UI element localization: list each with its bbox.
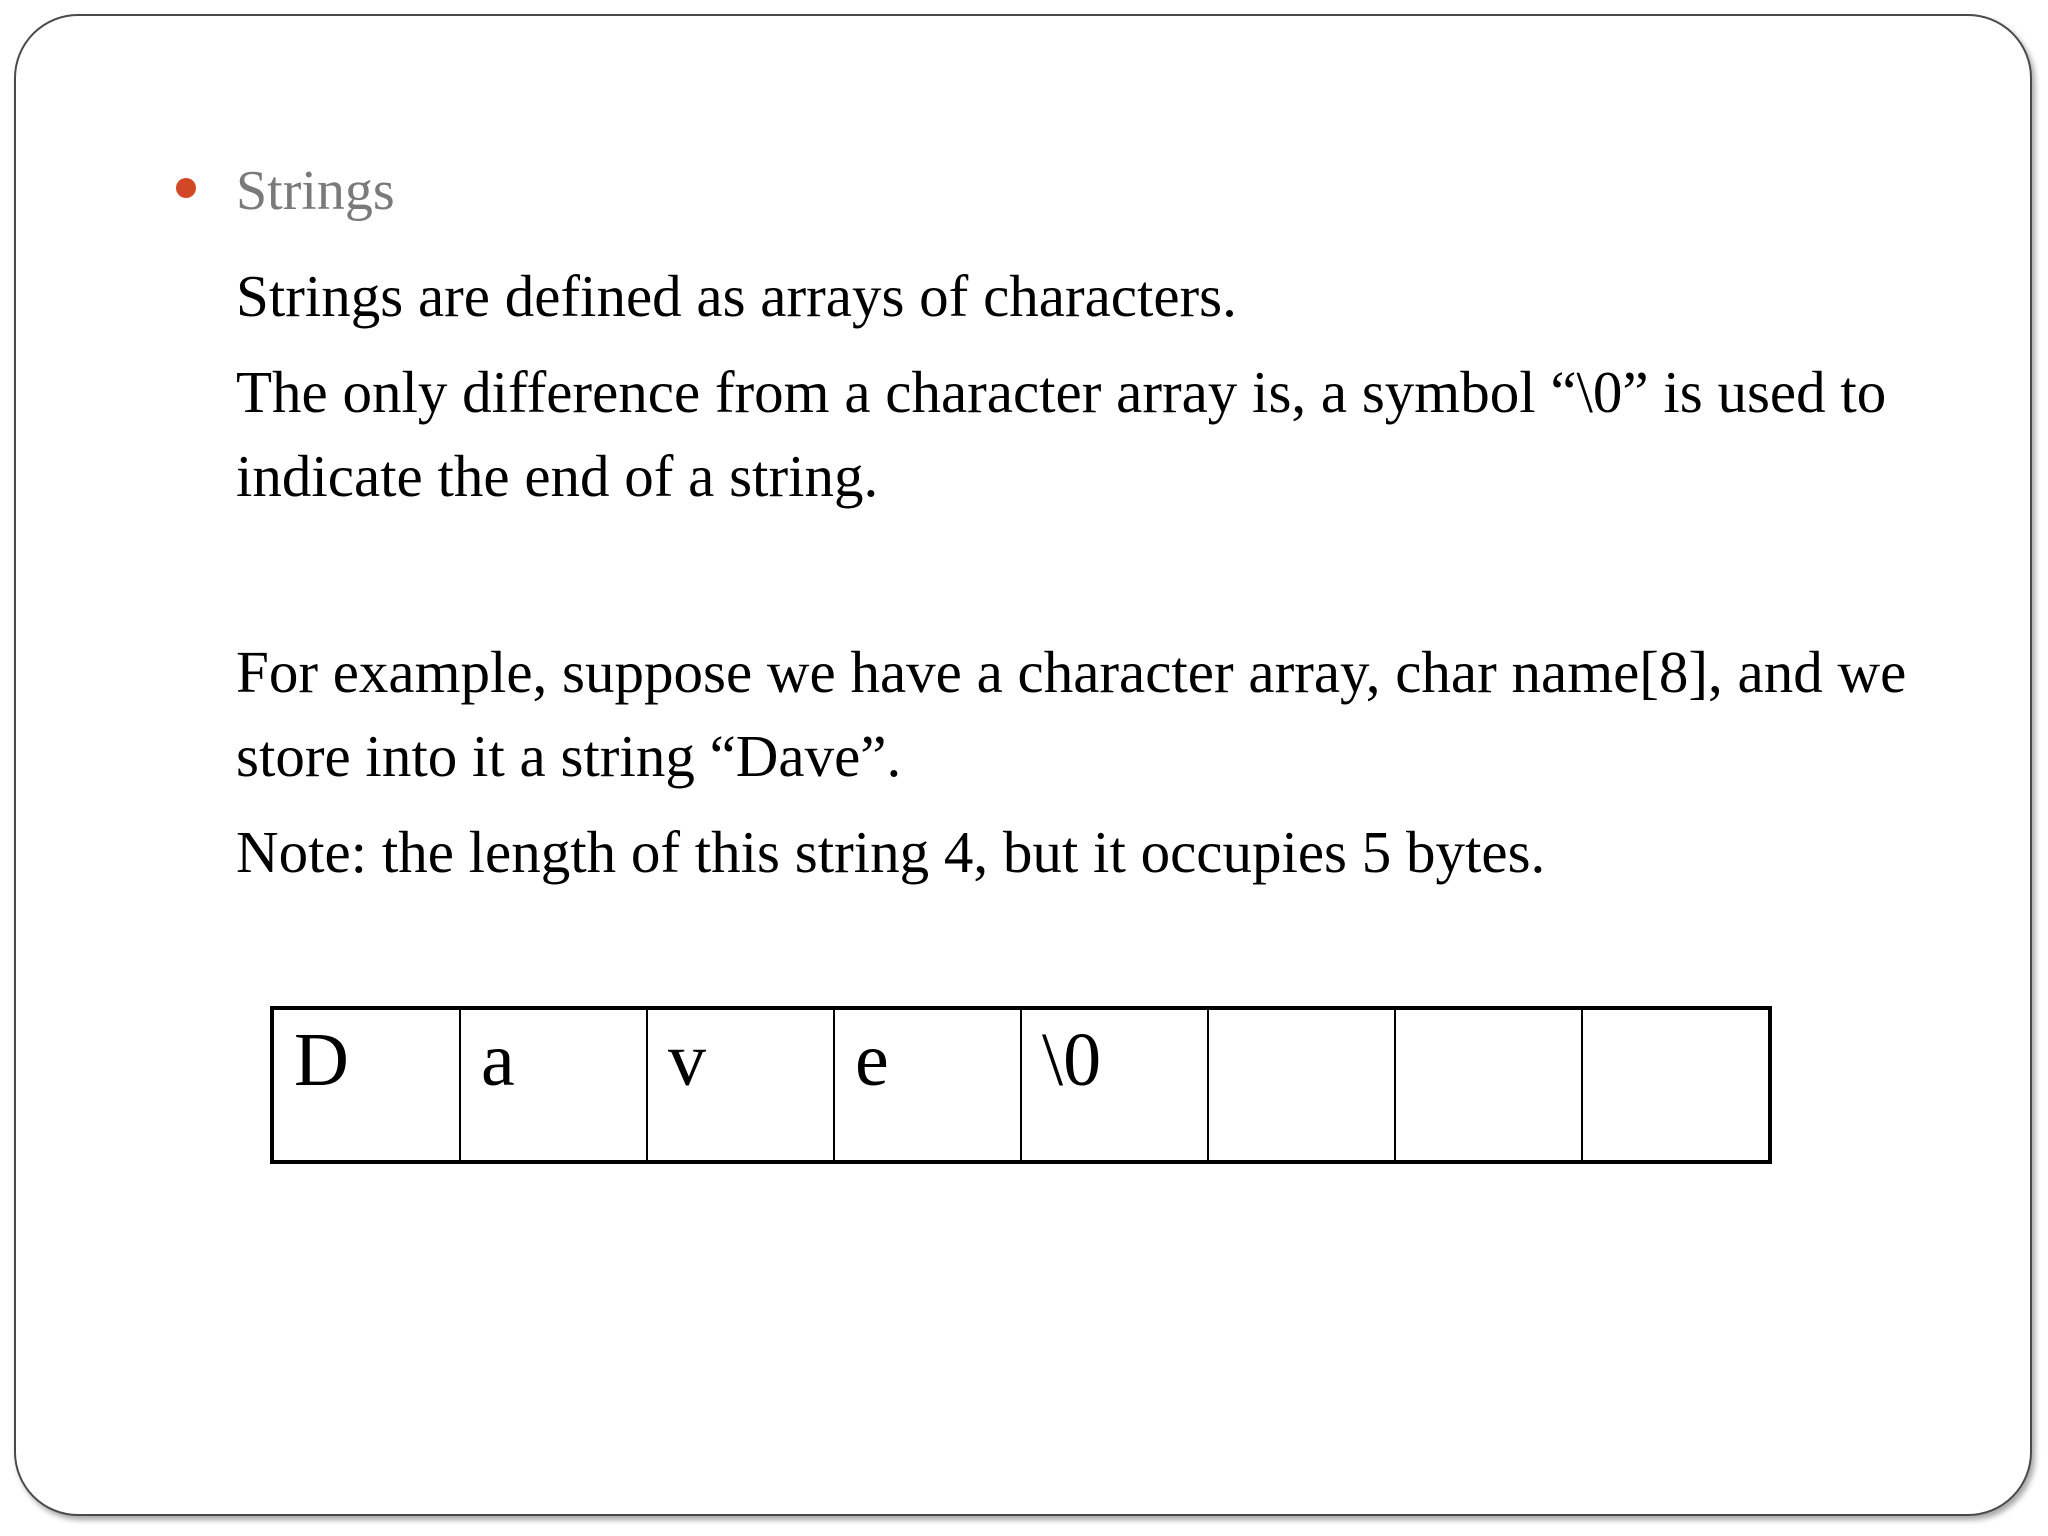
paragraph-example: For example, suppose we have a character array, char name[8], and we store into it a string “Dave”. xyxy=(236,639,1907,789)
paragraph-note: Note: the length of this string 4, but it occupies 5 bytes. xyxy=(236,819,1546,885)
array-cell xyxy=(1582,1008,1770,1162)
array-cell xyxy=(1395,1008,1582,1162)
slide xyxy=(14,14,2032,1516)
array-cell: e xyxy=(834,1008,1021,1162)
array-cell: v xyxy=(647,1008,834,1162)
paragraph-definition: Strings are defined as arrays of characters. xyxy=(236,263,1237,329)
array-cell: D xyxy=(272,1008,460,1162)
bullet-heading: Strings xyxy=(236,160,395,222)
bullet-dot-icon xyxy=(176,178,196,198)
paragraph-difference: The only difference from a character array is, a symbol “\0” is used to indicate the end of a string. xyxy=(236,359,1887,509)
array-cell: a xyxy=(460,1008,647,1162)
array-cell xyxy=(1208,1008,1395,1162)
char-array-diagram xyxy=(270,1006,1772,1164)
array-cell: \0 xyxy=(1021,1008,1208,1162)
char-array-row xyxy=(272,1008,1770,1162)
